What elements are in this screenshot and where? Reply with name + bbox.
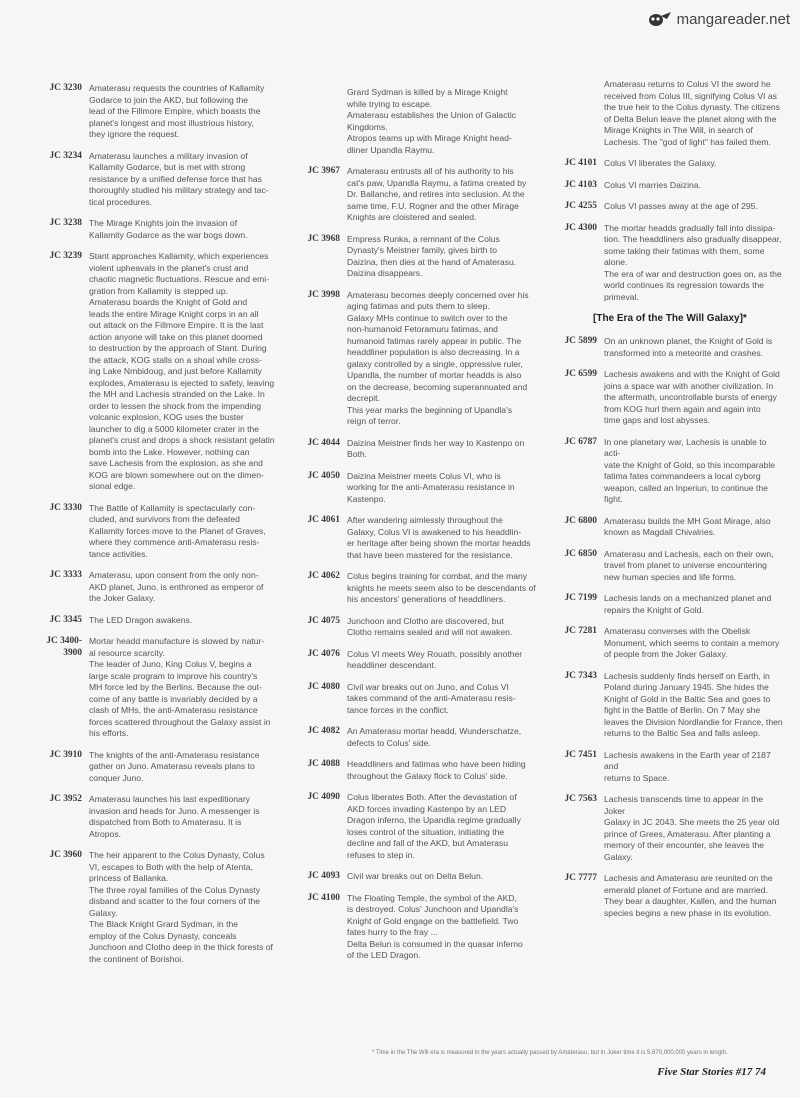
entry-text: Headdliners and fatimas who have been hiding throughout the Galaxy flock to Colus' side. [347, 759, 526, 781]
entry-year: JC 3968 [307, 233, 340, 244]
timeline-column-3 [545, 79, 785, 929]
entry-year: JC 7199 [564, 593, 597, 603]
entry-text: Lachesis lands on a mechanized planet and repairs the Knight of Gold. [604, 593, 772, 615]
timeline-entry [30, 750, 278, 785]
entry-text: The knights of the anti-Amaterasu resistance gather on Juno. Amaterasu reveals plans to conquer Juno. [89, 749, 260, 783]
entry-year: JC 4080 [307, 681, 340, 692]
timeline-entry [288, 792, 538, 861]
entry-year: JC 3998 [307, 289, 340, 300]
entry-text: Lachesis and Amaterasu are reunited on the emerald planet of Fortune and are married. They bear a daughter, Kallen, and the human species begins a new phase in its evolution. [604, 873, 777, 918]
entry-text: Amaterasu launches his last expeditionary invasion and heads for Juno. A messenger is dispatched from Both to Amaterasu. It is Atropos. [89, 794, 260, 839]
timeline-entry [288, 871, 538, 883]
entry-year: JC 3910 [49, 749, 82, 760]
entry-year: JC 4088 [307, 759, 340, 769]
timeline-entry [545, 794, 785, 863]
timeline-column-2 [288, 87, 538, 972]
entry-text: The Floating Temple, the symbol of the AKD, is destroyed. Colus' Junchoon and Upandla's Knight of Gold engage on the battlefield. Two fates hurry to the fray ... Delta Belun is consumed in the quasar inferno of the LED Dragon. [347, 892, 523, 960]
entry-year: JC 4062 [307, 571, 340, 581]
timeline-entry [545, 671, 785, 740]
timeline-entry [288, 471, 538, 506]
entry-year: JC 4076 [307, 648, 340, 659]
entry-year: JC 3960 [49, 850, 82, 860]
timeline-entry [30, 636, 278, 740]
timeline-entry [288, 649, 538, 672]
entry-text: Amaterasu builds the MH Goat Mirage, also known as Magdall Chivalries. [604, 515, 771, 537]
entry-text: Amaterasu entrusts all of his authority to his cat's paw, Upandla Raymu, a fatima created by Dr. Ballanche, and retires into seclusion. At the same time, F.U. Rogner and the other Mirage Knights are cloistered and sealed. [347, 166, 527, 222]
entry-text: Amaterasu, upon consent from the only non- AKD planet, Juno, is enthroned as emperor of the Joker Galaxy. [89, 570, 264, 603]
entry-text: Amaterasu launches a military invasion of Kallamity Godarce, but is met with strong resistance by a unified defense force that has thoroughly studied his military strategy and tac- tical procedures. [89, 150, 269, 207]
mascot-logo-icon [647, 10, 673, 28]
page-footer: Five Star Stories #17 74 [657, 1066, 766, 1078]
entry-text: In one planetary war, Lachesis is unable to acti- vate the Knight of Gold, so this incomparable fatima fates commandeers a local cyborg weapon, called an Inperiun, to continue the fight. [604, 436, 776, 504]
entry-year: JC 6599 [564, 369, 597, 379]
entry-text: The LED Dragon awakens. [89, 614, 193, 625]
timeline-entry [545, 369, 785, 427]
entry-text: Civil war breaks out on Juno, and Colus VI takes command of the anti-Amaterasu resis- tance forces in the conflict. [347, 681, 516, 715]
entry-text: Colus VI meets Wey Rouath, possibly another headdliner descendant. [347, 648, 523, 670]
entry-text: Colus VI marries Daizina. [604, 179, 701, 190]
entry-text: Mortar headd manufacture is slowed by natur- al resource scarcity. The leader of Juno, King Colus V, begins a large scale program to improve his country's MH force led by the Berlins. Because the out- come of any battle is invariably decided by a clash of MHs, the anti-Amaterasu resistance forces scattered throughout the Galaxy assist in his efforts. [89, 636, 271, 738]
timeline-entry [288, 616, 538, 639]
footnote: * Time in the The Will era is measured in the years actually passed by Amaterasu, but in Joker time it is 5,670,000,000 years in length. [372, 1050, 728, 1056]
timeline-entry [30, 850, 278, 965]
entry-year: JC 4255 [564, 201, 597, 211]
timeline-entry [545, 437, 785, 506]
timeline-entry [545, 336, 785, 359]
timeline-entry [288, 893, 538, 962]
timeline-entry [545, 750, 785, 785]
entry-year: JC 4082 [307, 726, 340, 736]
timeline-entry [545, 593, 785, 616]
entry-text: The Battle of Kallamity is spectacularly con- cluded, and survivors from the defeated Kallamity forces move to the Planet of Graves, where they commence anti-Amaterasu resis- tance activities. [89, 502, 266, 559]
entry-text: The heir apparent to the Colus Dynasty, Colus VI, escapes to Both with the help of Atenta, princess of Ballanka. The three royal families of the Colus Dynasty disband and scatter to the four corners of the Galaxy. The Black Knight Grard Sydman, in the employ of the Colus Dynasty, conceals Junchoon and Clotho deep in the thick forests of the continent of Borishoi. [89, 850, 273, 964]
entry-text: Amaterasu becomes deeply concerned over his aging fatimas and puts them to sleep. Galaxy MHs continue to switch over to the non-humanoid Fetoramuru fatimas, and humanoid fatimas rarely appear in public. The headdliner population is also decreasing. In a galaxy controlled by a single, oppressive ruler, Upandla, the number of mortar headds is also on the decrease, becoming superannuated and decrepit. This year marks the beginning of Upandla's reign of terror. [347, 289, 529, 426]
entry-text: Daizina Meistner meets Colus VI, who is working for the anti-Amaterasu resistance in Kastenpo. [347, 470, 515, 504]
timeline-entry [288, 234, 538, 280]
entry-text: Colus liberates Both. After the devastation of AKD forces invading Kastenpo by an LED Dragon inferno, the Upandla regime gradually loses control of the situation, initiating the decline and fall of the AKD, but Amaterasu refuses to step in. [347, 792, 521, 860]
entry-text: Empress Runka, a remnant of the Colus Dynasty's Meistner family, gives birth to Daizina, then dies at the hand of Amaterasu. Daizina disappears. [347, 233, 517, 278]
timeline-entry [545, 201, 785, 213]
entry-year: JC 3238 [49, 218, 82, 228]
timeline-entry [30, 251, 278, 493]
timeline-entry [545, 158, 785, 170]
entry-text: Lachesis transcends time to appear in the Joker Galaxy in JC 2043. She meets the 25 year old prince of Grees, Amaterasu. After planting a memory of their encounter, she leaves the Galaxy. [604, 794, 780, 862]
entry-year: JC 4093 [307, 871, 340, 881]
entry-year: JC 4075 [307, 615, 340, 626]
timeline-entry [288, 290, 538, 428]
entry-year: JC 7451 [564, 749, 597, 760]
entry-year: JC 7281 [564, 626, 597, 636]
entry-year: JC 7777 [564, 873, 597, 883]
entry-text: Colus VI liberates the Galaxy. [604, 158, 717, 168]
entry-year: JC 3230 [49, 83, 82, 93]
watermark-text: mangareader.net [676, 10, 790, 28]
entry-text: After wandering aimlessly throughout the Galaxy, Colus VI is awakened to his headdlin- er heritage after being shown the mortar headds that have been mastered for the resistance. [347, 515, 531, 560]
watermark [647, 10, 790, 28]
entry-text: Amaterasu and Lachesis, each on their own, travel from planet to universe encountering new human species and life forms. [604, 548, 774, 582]
entry-text: The mortar headds gradually fall into dissipa- tion. The headdliners also gradually disappear, some taking their fatimas with them, some alone. The era of war and destruction goes on, as the world continues its regression towards the primeval. [604, 222, 782, 302]
timeline-entry [288, 571, 538, 606]
entry-text: An Amaterasu mortar headd, Wunderschatze, defects to Colus' side. [347, 726, 522, 748]
era-heading: [The Era of the The Will Galaxy]* [593, 313, 747, 324]
entry-year: JC 7343 [564, 670, 597, 681]
timeline-entry [30, 503, 278, 561]
timeline-entry [545, 626, 785, 661]
entry-text: Lachesis awakens and with the Knight of Gold joins a space war with another civilization. In the aftermath, uncontrollable bursts of energy from KOG hurl them again and again into time gaps and lost abysses. [604, 369, 780, 425]
entry-year: JC 3330 [49, 502, 82, 513]
entry-year: JC 4061 [307, 515, 340, 525]
timeline-entry [288, 726, 538, 749]
entry-text: The Mirage Knights join the invasion of Kallamity Godarce as the war bogs down. [89, 218, 248, 240]
entry-year: JC 4101 [564, 158, 597, 168]
entry-year: JC 3400- 3900 [46, 636, 82, 658]
entry-text: Junchoon and Clotho are discovered, but Clotho remains sealed and will not awaken. [347, 615, 513, 637]
entry-year: JC 3234 [49, 150, 82, 161]
timeline-entry [545, 223, 785, 304]
entry-text: Amaterasu converses with the Obelisk Monument, which seems to contain a memory of people from the Joker Galaxy. [604, 626, 780, 659]
entry-text: Stant approaches Kallamity, which experiences violent upheavals in the planet's crust and chaotic magnetic fluctuations. Rescue and emi- gration from Kallamity is stepped up. Amaterasu boards the Knight of Gold and leads the entire Mirage Knight corps in an all out attack on the Fillmore Empire. It is the last action anyone will take on this planet doomed to destruction by the approach of Stant. During the attack, KOG stalls on a shoal while cross- ing Lake Nmbidoug, and just before Kallamity explodes, Amaterasu is ejected to safety, leaving the MH and Lachesis stranded on the Lake. In order to lessen the shock from the impending volcanic explosion, KOG uses the buster launcher to dig a 5000 kilometer crater in the planet's crust and drops a shock resistant gelatin bomb into the Lake. However, nothing can save Lachesis from the explosion, as she and KOG are blown somewhere out on the dimen- sional edge. [89, 251, 275, 491]
timeline-entry [30, 615, 278, 627]
entry-text: Lachesis awakens in the Earth year of 2187 and returns to Space. [604, 749, 771, 783]
timeline-entry [288, 682, 538, 717]
timeline-entry [288, 515, 538, 561]
entry-text: Amaterasu requests the countries of Kallamity Godarce to join the AKD, but following the lead of the Fillmore Empire, which boasts the planet's longest and most illustrious history, they ignore the request. [89, 83, 265, 139]
entry-year: JC 3345 [49, 614, 82, 625]
entry-year: JC 4050 [307, 470, 340, 481]
column3-continuation: Amaterasu returns to Colus VI the sword he received from Colus III, signifying Colus VI as the true heir to the Colus dynasty. The citizens of Delta Belun leave the planet along with the Mirage Knights in The Will, in search of Lachesis. The "god of light" has failed them. [604, 79, 780, 147]
entry-year: JC 3333 [49, 570, 82, 580]
entry-year: JC 6800 [564, 515, 597, 526]
entry-year: JC 6787 [564, 436, 597, 447]
entry-year: JC 7563 [564, 794, 597, 804]
timeline-entry [288, 759, 538, 782]
timeline-entry [545, 549, 785, 584]
entry-year: JC 6850 [564, 548, 597, 559]
timeline-entry [30, 151, 278, 209]
timeline-entry [545, 873, 785, 919]
timeline-column-1 [30, 83, 278, 975]
entry-year: JC 3239 [49, 251, 82, 261]
entry-year: JC 4044 [307, 437, 340, 448]
timeline-entry [30, 570, 278, 605]
entry-year: JC 3952 [49, 794, 82, 804]
entry-text: Daizina Meistner finds her way to Kastenpo on Both. [347, 437, 525, 459]
timeline-entry [30, 83, 278, 141]
timeline-entry [545, 180, 785, 192]
entry-year: JC 4300 [564, 222, 597, 233]
entry-year: JC 4090 [307, 792, 340, 802]
entry-text: Colus begins training for combat, and the many knights he meets seem also to be descendants of his ancestors' generations of headdliners. [347, 571, 536, 604]
column2-continuation: Grard Sydman is killed by a Mirage Knight while trying to escape. Amaterasu establishes the Union of Galactic Kingdoms. Atropos teams up with Mirage Knight head- dliner Upandla Raymu. [347, 87, 517, 155]
timeline-entry [288, 438, 538, 461]
entry-text: On an unknown planet, the Knight of Gold is transformed into a meteorite and crashes. [604, 336, 773, 358]
entry-year: JC 4100 [307, 892, 340, 903]
timeline-entry [30, 218, 278, 241]
entry-text: Colus VI passes away at the age of 295. [604, 201, 758, 211]
timeline-entry [545, 516, 785, 539]
entry-text: Lachesis suddenly finds herself on Earth, in Poland during January 1945. She hides the Knight of Gold in the Baltic Sea and goes to fight in the Battle of Berlin. On 7 May she leaves the Division Nordlandie for France, then returns to the Baltic Sea and falls asleep. [604, 670, 783, 738]
entry-year: JC 5899 [564, 336, 597, 346]
timeline-entry [288, 166, 538, 224]
entry-year: JC 4103 [564, 179, 597, 190]
timeline-entry [30, 794, 278, 840]
entry-year: JC 3967 [307, 166, 340, 176]
entry-text: Civil war breaks out on Delta Belun. [347, 871, 484, 881]
